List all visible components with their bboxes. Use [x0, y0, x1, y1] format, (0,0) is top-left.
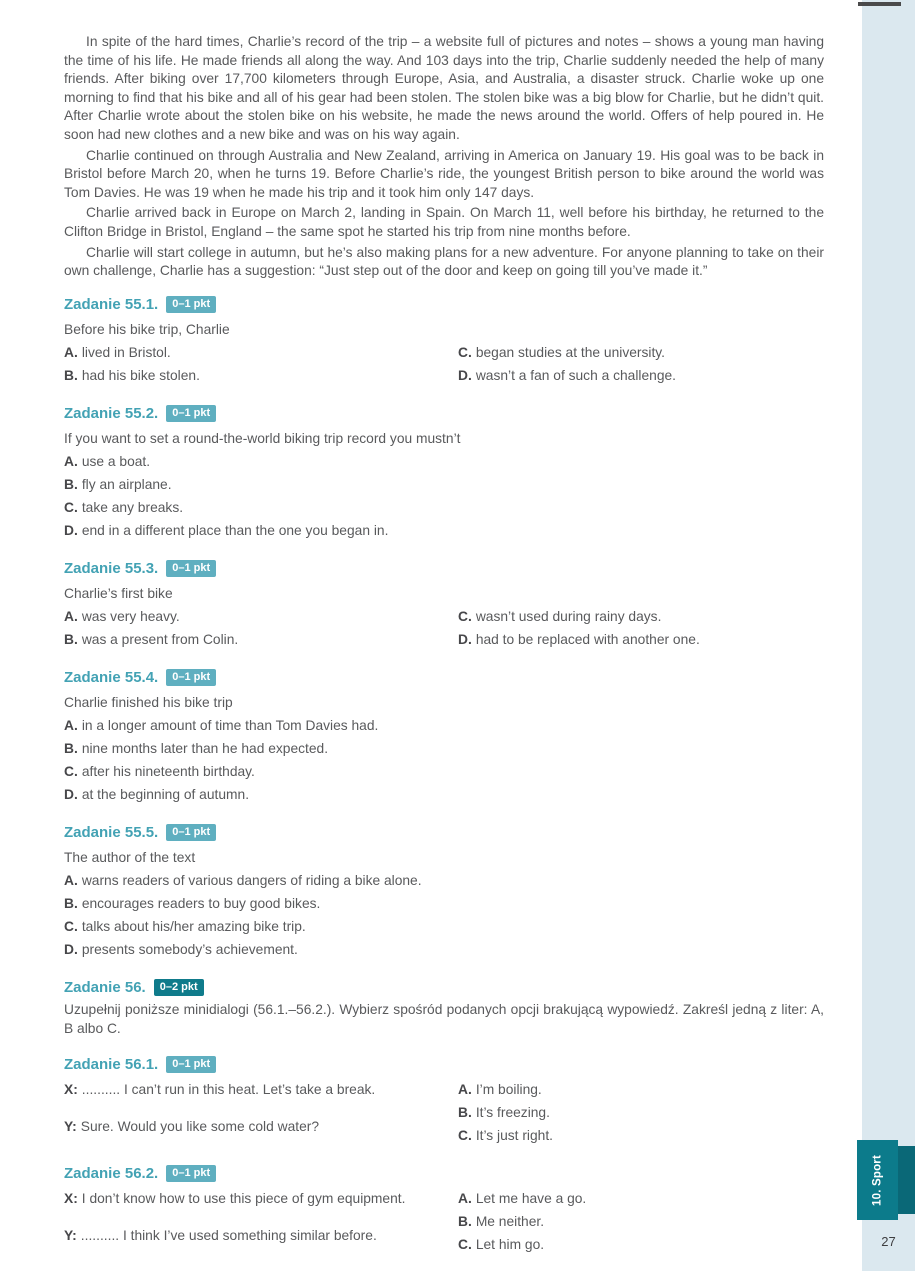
- dialog-line-y: [64, 1115, 458, 1138]
- exercise-title: [64, 1164, 824, 1184]
- speaker-label: X:: [64, 1191, 78, 1207]
- speaker-label: Y:: [64, 1119, 77, 1135]
- option-text: lived in Bristol.: [81, 344, 171, 360]
- exercise-title-text: Zadanie 55.4.: [64, 668, 159, 686]
- dialog-text: Sure. Would you like some cold water?: [80, 1119, 320, 1135]
- option-text: nine months later than he had expected.: [81, 740, 329, 756]
- option-letter: B.: [458, 1105, 472, 1121]
- speaker-label: Y:: [64, 1228, 77, 1244]
- option-text: was very heavy.: [81, 608, 180, 624]
- option-letter: D.: [64, 786, 78, 802]
- option-a: [64, 341, 458, 364]
- points-badge: 0–1 pkt: [166, 1056, 216, 1073]
- exercise-55-3: [64, 559, 824, 651]
- page-number: 27: [881, 1234, 896, 1249]
- option-letter: B.: [64, 367, 78, 383]
- option-letter: C.: [64, 918, 78, 934]
- option-text: presents somebody’s achievement.: [81, 941, 298, 957]
- option-letter: B.: [64, 740, 78, 756]
- option-letter: A.: [64, 717, 78, 733]
- exercise-56-2: [64, 1164, 824, 1256]
- option-letter: D.: [64, 522, 78, 538]
- option-a: [458, 1187, 824, 1210]
- question-text: Charlie’s first bike: [64, 585, 173, 601]
- option-letter: A.: [64, 453, 78, 469]
- option-letter: C.: [458, 608, 472, 624]
- content-column: [64, 33, 824, 1256]
- option-text: use a boat.: [81, 453, 151, 469]
- options-list: [458, 1187, 824, 1256]
- option-c: [458, 605, 824, 628]
- exercise-title: [64, 668, 824, 688]
- option-a: [64, 869, 824, 892]
- option-b: [64, 737, 824, 760]
- speaker-label: X:: [64, 1082, 78, 1098]
- options-two-column: [64, 605, 824, 651]
- dialog-line-y: [64, 1224, 458, 1247]
- article-paragraph: Charlie arrived back in Europe on March 2, landing in Spain. On March 11, well before his birthday, he returned to the Clifton Bridge in Bristol, England – the same spot he started his trip from nine months before.: [64, 205, 824, 239]
- options-two-column: [64, 341, 824, 387]
- option-c: [458, 341, 824, 364]
- option-a: [64, 714, 824, 737]
- options-list: [64, 714, 824, 806]
- option-d: [458, 364, 824, 387]
- option-letter: D.: [458, 367, 472, 383]
- option-d: [64, 783, 824, 806]
- minidialog: [64, 1078, 824, 1147]
- exercise-title-text: Zadanie 55.1.: [64, 295, 159, 313]
- option-text: end in a different place than the one you began in.: [81, 522, 389, 538]
- option-text: fly an airplane.: [81, 476, 172, 492]
- option-letter: D.: [458, 631, 472, 647]
- option-letter: A.: [64, 608, 78, 624]
- option-text: encourages readers to buy good bikes.: [81, 895, 321, 911]
- option-letter: C.: [64, 499, 78, 515]
- options-list: [64, 450, 824, 542]
- option-c: [64, 915, 824, 938]
- option-text: It’s just right.: [475, 1128, 554, 1144]
- instruction-text: Uzupełnij poniższe minidialogi (56.1.–56.2.). Wybierz spośród podanych opcji brakującą wypowiedź. Zakreśl jedną z liter: A, B albo C.: [64, 1001, 824, 1036]
- option-letter: B.: [458, 1214, 472, 1230]
- option-text: Let me have a go.: [475, 1191, 587, 1207]
- option-c: [64, 760, 824, 783]
- exercise-title: [64, 295, 824, 315]
- option-letter: B.: [64, 476, 78, 492]
- option-text: It’s freezing.: [475, 1105, 550, 1121]
- option-b: [458, 1210, 824, 1233]
- option-d: [64, 938, 824, 961]
- options-list: [458, 1078, 824, 1147]
- option-a: [458, 1078, 824, 1101]
- exercise-55-1: [64, 295, 824, 387]
- exercise-title-text: Zadanie 55.3.: [64, 559, 159, 577]
- exercise-56: [64, 978, 824, 1039]
- option-a: [64, 605, 458, 628]
- option-text: in a longer amount of time than Tom Davies had.: [81, 717, 379, 733]
- exercise-56-1: [64, 1055, 824, 1147]
- option-letter: A.: [64, 872, 78, 888]
- option-letter: A.: [458, 1191, 472, 1207]
- option-letter: A.: [458, 1082, 472, 1098]
- section-tab-extension: [898, 1146, 915, 1214]
- points-badge: 0–1 pkt: [166, 560, 216, 577]
- option-letter: C.: [458, 1237, 472, 1253]
- points-badge: 0–2 pkt: [154, 979, 204, 996]
- option-text: after his nineteenth birthday.: [81, 763, 255, 779]
- dialog-text: .......... I think I’ve used something similar before.: [80, 1228, 377, 1244]
- points-badge: 0–1 pkt: [166, 296, 216, 313]
- option-text: I’m boiling.: [475, 1082, 542, 1098]
- article-paragraph: Charlie will start college in autumn, but he’s also making plans for a new adventure. For anyone planning to take on their own challenge, Charlie has a suggestion: “Just step out of the door and keep on going till you’ve made it.”: [64, 244, 824, 279]
- option-c: [458, 1233, 824, 1256]
- option-letter: C.: [458, 344, 472, 360]
- dialog-line-x: [64, 1078, 458, 1101]
- article-paragraph: Charlie continued on through Australia and New Zealand, arriving in America on January 19. His goal was to be back in Bristol before March 20, when he turns 19. Before Charlie’s ride, the youngest British person to bike around the world was Tom Davies. He was 19 when he made his trip and it took him only 147 days.: [64, 147, 824, 200]
- option-letter: C.: [458, 1128, 472, 1144]
- exercise-title: [64, 978, 824, 998]
- exercise-title-text: Zadanie 56.: [64, 978, 146, 996]
- option-c: [64, 496, 824, 519]
- option-d: [458, 628, 824, 651]
- exercise-55-2: [64, 404, 824, 542]
- option-text: wasn’t a fan of such a challenge.: [475, 367, 676, 383]
- option-b: [64, 628, 458, 651]
- option-text: warns readers of various dangers of riding a bike alone.: [81, 872, 422, 888]
- exercise-55-5: [64, 823, 824, 961]
- option-b: [458, 1101, 824, 1124]
- question-text: If you want to set a round-the-world biking trip record you mustn’t: [64, 430, 461, 446]
- dialog-column: [64, 1187, 458, 1256]
- option-b: [64, 473, 824, 496]
- question-text: Before his bike trip, Charlie: [64, 321, 230, 337]
- exercise-title-text: Zadanie 55.2.: [64, 404, 159, 422]
- options-list: [64, 869, 824, 961]
- option-letter: B.: [64, 895, 78, 911]
- exercise-title-text: Zadanie 56.1.: [64, 1056, 159, 1074]
- option-text: Let him go.: [475, 1237, 545, 1253]
- option-text: Me neither.: [475, 1214, 545, 1230]
- points-badge: 0–1 pkt: [166, 669, 216, 686]
- option-text: began studies at the university.: [475, 344, 665, 360]
- option-text: take any breaks.: [81, 499, 184, 515]
- exercise-title: [64, 404, 824, 424]
- points-badge: 0–1 pkt: [166, 405, 216, 422]
- exercise-title: [64, 1055, 824, 1075]
- exercise-title: [64, 823, 824, 843]
- minidialog: [64, 1187, 824, 1256]
- points-badge: 0–1 pkt: [166, 824, 216, 841]
- dialog-column: [64, 1078, 458, 1147]
- option-b: [64, 364, 458, 387]
- section-tab-label: 10. Sport: [871, 1154, 884, 1206]
- option-letter: D.: [64, 941, 78, 957]
- option-text: was a present from Colin.: [81, 631, 239, 647]
- option-letter: A.: [64, 344, 78, 360]
- side-strip: [862, 0, 915, 1271]
- dialog-text: I don’t know how to use this piece of gym equipment.: [81, 1191, 406, 1207]
- question-text: The author of the text: [64, 849, 196, 865]
- exercise-title: [64, 559, 824, 579]
- option-a: [64, 450, 824, 473]
- option-d: [64, 519, 824, 542]
- option-text: had to be replaced with another one.: [475, 631, 700, 647]
- option-text: had his bike stolen.: [81, 367, 200, 383]
- option-text: talks about his/her amazing bike trip.: [81, 918, 306, 934]
- option-text: at the beginning of autumn.: [81, 786, 250, 802]
- exercise-55-4: [64, 668, 824, 806]
- question-text: Charlie finished his bike trip: [64, 694, 233, 710]
- section-tab-sport: [857, 1140, 898, 1220]
- exercise-title-text: Zadanie 55.5.: [64, 823, 159, 841]
- reading-text: [64, 33, 824, 281]
- exercise-title-text: Zadanie 56.2.: [64, 1165, 159, 1183]
- points-badge: 0–1 pkt: [166, 1165, 216, 1182]
- article-paragraph: In spite of the hard times, Charlie’s record of the trip – a website full of pictures and notes – shows a young man having the time of his life. He made friends all along the way. And 103 days into the trip, Charlie suddenly needed the help of many friends. After biking over 17,700 kilometers through Europe, Asia, and Australia, a disaster struck. Charlie woke up one morning to find that his bike and all of his gear had been stolen. The stolen bike was a big blow for Charlie, but he didn’t quit. After Charlie wrote about the stolen bike on his website, he made the news around the world. Offers of help poured in. He soon had new clothes and a new bike and was on his way again.: [64, 34, 824, 142]
- option-text: wasn’t used during rainy days.: [475, 608, 662, 624]
- option-letter: C.: [64, 763, 78, 779]
- top-marker-bar: [858, 2, 901, 6]
- dialog-line-x: [64, 1187, 458, 1210]
- option-c: [458, 1124, 824, 1147]
- dialog-text: .......... I can’t run in this heat. Let’s take a break.: [81, 1082, 376, 1098]
- option-b: [64, 892, 824, 915]
- option-letter: B.: [64, 631, 78, 647]
